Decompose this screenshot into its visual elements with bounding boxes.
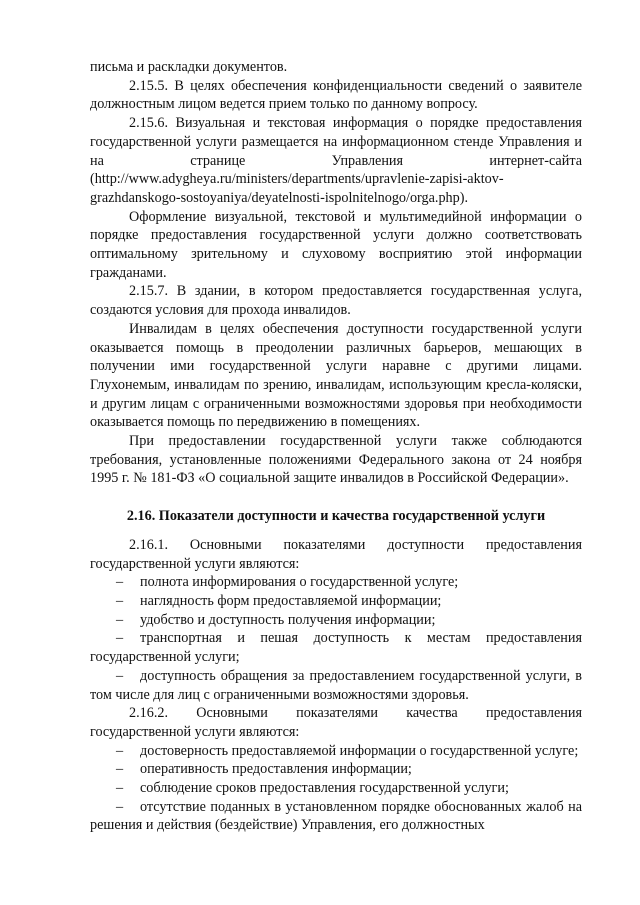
paragraph-2-16-1: 2.16.1. Основными показателями доступности предоставления государственной услуги являются: bbox=[90, 536, 582, 572]
spacer bbox=[90, 488, 582, 507]
section-heading-2-16: 2.16. Показатели доступности и качества государственной услуги bbox=[126, 508, 546, 525]
dash-bullet: – bbox=[116, 611, 124, 628]
dash-bullet: – bbox=[116, 742, 124, 759]
paragraph-2-16-2: 2.16.2. Основными показателями качества предоставления государственной услуги являются: bbox=[90, 705, 582, 740]
dash-bullet: – bbox=[116, 592, 124, 609]
dash-bullet: – bbox=[116, 574, 124, 591]
dash-bullet: – bbox=[116, 630, 124, 647]
paragraph-2-15-5: 2.15.5. В целях обеспечения конфиденциальности сведений о заявителе должностным лицом ведется прием только по данному вопросу. bbox=[90, 77, 582, 113]
list-item: – полнота информирования о государственной услуге; bbox=[116, 574, 459, 591]
paragraph-tail: письма и раскладки документов. bbox=[90, 59, 288, 75]
paragraph-invalid-help: Инвалидам в целях обеспечения доступности государственной услуги оказывается помощь в преодолении различных барьеров, мешающих в получении ими государственной услуги наравне с другими лицами. Глухонемым, инвалидам по зрению, инвалидам, использующим кресла-коляски, и другим лицам с ограниченными возможностями здоровья при необходимости оказывается помощь по передвижению в помещениях. bbox=[90, 320, 582, 431]
list-item: – удобство и доступность получения информации; bbox=[116, 611, 436, 628]
dash-bullet: – bbox=[116, 667, 124, 684]
list-item: – оперативность предоставления информации; bbox=[116, 761, 412, 778]
dash-bullet: – bbox=[116, 798, 124, 815]
list-item: – наглядность форм предоставляемой информации; bbox=[116, 592, 442, 609]
list-item: – достоверность предоставляемой информации о государственной услуге; bbox=[116, 742, 579, 759]
paragraph-2-15-6: 2.15.6. Визуальная и текстовая информация о порядке предоставления государственной услуги размещается на информационном стенде Управления и на странице Управления интернет-сайта (http://www.adygheya.ru/ministers/departments/upravlenie-zapisi-aktov-grazhdanskogo-sostoyaniya/deyatelnosti-ispolnitelnogo/orga.php). bbox=[90, 115, 582, 206]
list-item: – отсутствие поданных в установленном порядке обоснованных жалоб на решения и действия (бездействие) Управления, его должностных bbox=[90, 798, 582, 834]
list-item: – доступность обращения за предоставлением государственной услуги, в том числе для лиц с ограниченными возможностями здоровья. bbox=[90, 667, 582, 703]
list-item: – транспортная и пешая доступность к местам предоставления государственной услуги; bbox=[90, 630, 582, 666]
document-page bbox=[90, 58, 582, 835]
list-item: – соблюдение сроков предоставления государственной услуги; bbox=[116, 780, 509, 797]
dash-bullet: – bbox=[116, 780, 124, 797]
paragraph-federal-law: При предоставлении государственной услуги также соблюдаются требования, установленные положениями Федерального закона от 24 ноября 1995 г. № 181-ФЗ «О социальной защите инвалидов в Российской Федерации». bbox=[90, 433, 582, 487]
paragraph-visual-info: Оформление визуальной, текстовой и мультимедийной информации о порядке предоставления государственной услуги должно соответствовать оптимальному зрительному и слуховому восприятию этой информации гражданами. bbox=[90, 208, 582, 281]
dash-bullet: – bbox=[116, 761, 124, 778]
spacer bbox=[90, 526, 582, 536]
paragraph-2-15-7: 2.15.7. В здании, в котором предоставляется государственная услуга, создаются условия для прохода инвалидов. bbox=[90, 283, 582, 319]
